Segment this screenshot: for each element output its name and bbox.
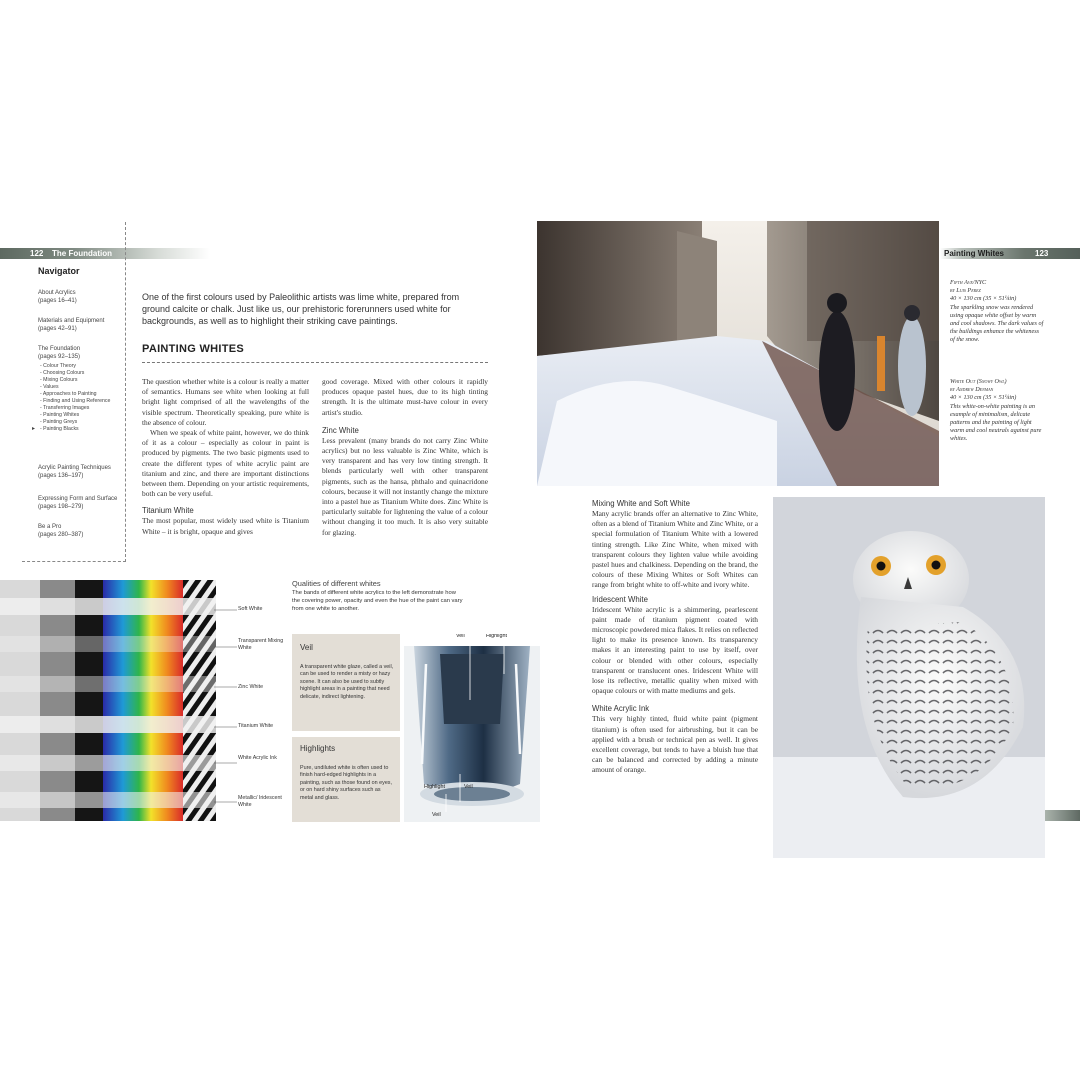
right-page-title: Painting Whites [944, 249, 1004, 258]
glass-highlight-example [404, 634, 540, 822]
nav-section-pages: (pages 280–387) [38, 532, 84, 538]
intro-paragraph: One of the first colours used by Paleolithic artists was lime white, prepared from ground calcite or chalk. Just like us, our prehistoric forerunners used white for backgrounds, as well as to highlight their striking cave paintings. [142, 292, 460, 326]
paragraph: The question whether white is a colour is really a matter of semantics. Humans see white when looking at full bright light comprised of all the wavelengths of the visible spectrum. Theoretically speaking, pure white is the absence of colour. [142, 377, 309, 427]
snowy-owl-painting [773, 497, 1045, 858]
swatch-label: Titanium White [238, 723, 274, 729]
left-page-title: The Foundation [52, 249, 112, 258]
swatch-illustration [0, 580, 216, 821]
nav-subitems [40, 363, 128, 433]
owl-illustration [773, 497, 1045, 858]
left-page-number: 122 [30, 249, 44, 258]
title-rule [142, 362, 488, 363]
highlights-text: Pure, undiluted white is often used to finish hard-edged highlights in a painting, such as those found on eyes, or on hard shiny surfaces such as metal and glass. [300, 765, 393, 801]
nav-section-label: Expressing Form and Surface [38, 496, 118, 502]
paragraph: The most popular, most widely used white is Titanium White – it is bright, opaque and gives [142, 516, 309, 536]
artwork-size: 40 × 130 cm (35 × 51¼in) [950, 394, 1017, 402]
caption-fifth-ave [950, 279, 1045, 345]
glass-label-veil: Veil [464, 784, 473, 790]
paragraph: This very highly tinted, fluid white paint (pigment titanium) is often used for airbrushing, but it can be applied with a brush or technical pen as well. It gives excellent coverage, but tends to have a bluish hue that can be balanced and corrected by adding a minute amount of orange. [592, 714, 758, 775]
nav-section-label: Materials and Equipment [38, 318, 105, 324]
nav-subitem[interactable]: - Approaches to Painting [40, 391, 97, 397]
glass-label-veil: Veil [456, 634, 465, 639]
subheading-iridescent-white: Iridescent White [592, 594, 648, 604]
navigator-title: Navigator [38, 266, 80, 276]
nav-section-label: Be a Pro [38, 524, 62, 530]
nav-section-techniques[interactable] [38, 464, 128, 480]
body-column-1 [142, 377, 309, 537]
section-title: PAINTING WHITES [142, 343, 245, 355]
glass-label-veil: Veil [432, 812, 441, 818]
qualities-title: Qualities of different whites [292, 579, 381, 588]
glass-label-highlight: Highlight [486, 634, 507, 639]
subheading-titanium-white: Titanium White [142, 506, 194, 516]
qualities-description: The bands of different white acrylics to the left demonstrate how the covering power, opacity and even the hue of the paint can vary from one white to another. [292, 590, 463, 612]
artwork-title: White Out (Snowy Owl) [950, 378, 1007, 385]
swatch-label: White Acrylic Ink [238, 755, 277, 761]
artist-name: by Luis Perez [950, 287, 981, 295]
veil-text: A transparent white glaze, called a veil, can be used to render a misty or hazy scene. It can also be used to subtly highlight areas in a painting that need delicate, indirect lightening. [300, 664, 394, 700]
paragraph: Many acrylic brands offer an alternative to Zinc White, often as a blend of Titanium White and Zinc White, or a special formulation of Titanium White with a lowered tinting strength. Like Zinc White, when mixed with transparent colours they lighten value while avoiding pastel hues and chalkiness. Depending on the brand, the colours of these Mixing Whites or Soft Whites can range from bright white to off-white and ivory white. [592, 509, 758, 590]
paragraph: good coverage. Mixed with other colours it rapidly produces opaque pastel hues, due to its high tinting strength. It is the ultimate must-have colour in every artist's studio. [322, 377, 488, 417]
paragraph: Iridescent White acrylic is a shimmering, pearlescent paint made of titanium pigment coated with microscopic powdered mica flakes. It relies on reflected light to make its presence known. Its transparency makes it an interesting paint to use by itself, over colour or blended with other colours, especially transparent or translucent ones. Iridescent White will lose its reflective, metallic quality when mixed with opaque colours or with matte mediums and gels. [592, 604, 758, 696]
nav-subitem[interactable]: - Colour Theory [40, 363, 76, 369]
fifth-ave-nyc-painting [537, 221, 939, 486]
nav-section-form-surface[interactable] [38, 495, 128, 511]
nav-section-be-a-pro[interactable] [38, 523, 128, 539]
artist-name: by Andrew Denman [950, 386, 994, 394]
nav-subitem[interactable]: - Values [40, 384, 59, 390]
right-page-header [940, 248, 1080, 259]
nav-subitem[interactable]: - Finding and Using Reference [40, 398, 111, 404]
right-page-number: 123 [1035, 249, 1049, 258]
street-scene-illustration [537, 221, 939, 486]
nav-section-label: The Foundation [38, 346, 81, 352]
nav-subitem-current[interactable]: - Painting Whites [40, 412, 80, 418]
artwork-description: The sparkling snow was rendered using opaque white offset by warm and cool shadows. The dark values of the buildings enhance the whiteness of the snow. [950, 303, 1044, 344]
body-column-2 [322, 377, 488, 538]
nav-section-pages: (pages 198–279) [38, 504, 84, 510]
artwork-description: This white-on-white painting is an example of minimalism, delicate patterns and the painting of light warm and cool neutrals against pure whites. [950, 402, 1042, 443]
artwork-size: 40 × 130 cm (35 × 51¼in) [950, 295, 1017, 303]
box-divider [292, 731, 400, 737]
paragraph: Less prevalent (many brands do not carry Zinc White acrylics) but no less valuable is Zinc White, which is very transparent and has very low tinting strength. It blends particularly well with other transparent pigments, such as the hansa, phthalo and quinacridone colours, because it will not instantly change the mixture into a pastel hue as Titanium White does. Zinc White is particularly suitable for lightening the value of a colour without changing it too much. It is also very suitable for glazing. [322, 435, 488, 537]
caption-white-out [950, 378, 1045, 444]
swatch-label: Soft White [238, 606, 263, 612]
swatch-leader-lines [212, 600, 240, 820]
subheading-mixing-white: Mixing White and Soft White [592, 499, 690, 508]
current-section-marker: ▸ [32, 426, 36, 432]
nav-subitem[interactable]: - Choosing Colours [40, 370, 85, 376]
nav-section-about-acrylics[interactable] [38, 289, 128, 305]
subheading-zinc-white: Zinc White [322, 425, 359, 435]
nav-section-foundation[interactable] [38, 345, 128, 361]
nav-section-pages: (pages 92–135) [38, 354, 81, 360]
veil-heading: Veil [300, 643, 313, 652]
swatch-label: Metallic/ Iridescent White [238, 795, 282, 808]
white-acrylic-swatch-bands [0, 580, 216, 821]
glass-illustration [404, 634, 540, 822]
swatch-label: Zinc White [238, 684, 264, 690]
veil-highlights-box [292, 634, 400, 822]
swatch-label: Transparent Mixing White [238, 638, 284, 651]
nav-subitem[interactable]: - Painting Blacks [40, 426, 79, 432]
page-edge-tab [1045, 810, 1080, 821]
body-column-3 [592, 498, 758, 776]
nav-section-label: Acrylic Painting Techniques [38, 465, 111, 471]
nav-section-label: About Acrylics [38, 290, 76, 296]
nav-section-pages: (pages 42–91) [38, 326, 77, 332]
nav-section-materials[interactable] [38, 317, 128, 333]
nav-subitem[interactable]: - Transferring Images [40, 405, 90, 411]
nav-section-pages: (pages 136–197) [38, 473, 84, 479]
nav-section-pages: (pages 16–41) [38, 298, 77, 304]
paragraph: When we speak of white paint, however, we do think of it as a colour – especially as colour in paint is produced by pigments. The two basic pigments used to create the different types of white acrylic paint are titanium and zinc, and there are important distinctions between them. Depending on your artistic requirements, both can be very useful. [142, 428, 309, 499]
glass-label-highlight: Highlight [424, 784, 445, 790]
subheading-white-acrylic-ink: White Acrylic Ink [592, 704, 650, 714]
artwork-title: Fifth Ave/NYC [950, 279, 987, 286]
nav-subitem[interactable]: - Painting Greys [40, 419, 78, 425]
highlights-heading: Highlights [300, 744, 336, 753]
nav-subitem[interactable]: - Mixing Colours [40, 377, 78, 383]
